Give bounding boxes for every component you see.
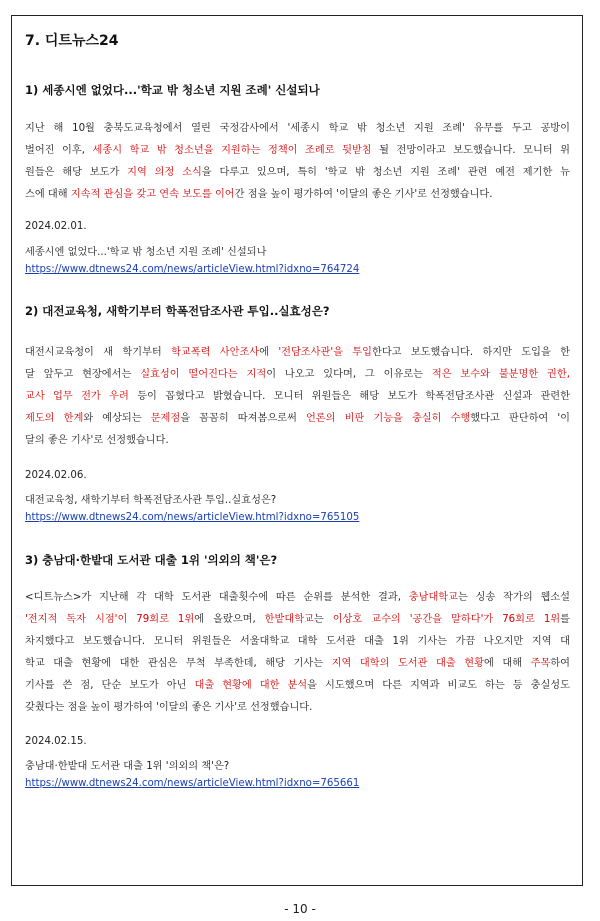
body-text: 기사를 쓴 점, 단순 보도가 아닌 [25, 680, 195, 691]
highlighted-text: 세종시 학교 밖 청소년을 지원하는 정책이 조례로 뒷받침 [92, 145, 372, 156]
article-heading: 3) 충남대·한밭대 도서관 대출 1위 '의외의 책'은? [25, 553, 278, 567]
body-line [25, 609, 570, 631]
body-text: 이 나오고 있다며, 그 이유로는 [266, 369, 432, 380]
body-text: 는 싱송 작가의 웹소설 [458, 592, 570, 603]
body-text: <디트뉴스>가 지난해 각 대학 도서관 대출횟수에 따른 순위를 분석한 결과, [25, 592, 409, 603]
body-line [25, 162, 570, 184]
body-text: 하여 [550, 658, 571, 669]
highlighted-text: 이상호 교수의 '공간을 말하다'가 76회로 1위 [332, 614, 561, 625]
body-text: 될 전망이라고 보도했습니다. 모니터 위 [371, 145, 571, 156]
highlighted-text: 학교폭력 사안조사 [171, 347, 260, 358]
body-line [25, 408, 570, 430]
body-line [25, 430, 570, 452]
body-text: 했다고 판단하여 '이 [470, 413, 571, 424]
article-date: 2024.02.01. [25, 221, 87, 232]
body-text: 달의 좋은 기사'로 선정했습니다. [25, 435, 169, 446]
article-body [25, 342, 570, 452]
body-line [25, 184, 570, 206]
article-date: 2024.02.06. [25, 470, 87, 481]
highlighted-text: '전담조사관'을 투입 [278, 347, 372, 358]
highlighted-text: 지역 대학의 도서관 대출 현황 [331, 658, 484, 669]
article-link[interactable]: https://www.dtnews24.com/news/articleView.html?idxno=764724 [25, 264, 360, 275]
article-link[interactable]: https://www.dtnews24.com/news/articleView.html?idxno=765661 [25, 778, 360, 789]
highlighted-text: 충남대학교 [408, 592, 458, 603]
highlighted-text: 한밭대학교 [264, 614, 314, 625]
body-text: 학교 대출 현황에 대한 관심은 무척 부족한데, 해당 기사는 [25, 658, 332, 669]
highlighted-text: 교사 업무 전가 우려 [25, 391, 129, 402]
body-line [25, 697, 570, 719]
highlighted-text: 실효성이 떨어진다는 지적 [140, 369, 267, 380]
body-text: 을 시도했으며 다른 지역과 비교도 하는 등 충실성도 [307, 680, 570, 691]
highlighted-text: 지속적 관심을 갖고 연속 보도를 이어 [70, 189, 235, 200]
section-title: 7. 디트뉴스24 [25, 33, 119, 49]
body-text: 는 [313, 614, 333, 625]
body-line [25, 364, 570, 386]
article-heading: 1) 세종시엔 없었다...'학교 밖 청소년 지원 조례' 신설되나 [25, 83, 320, 97]
article-ref-title: 대전교육청, 새학기부터 학폭전담조사관 투입..실효성은? [25, 495, 277, 506]
article-date: 2024.02.15. [25, 736, 87, 747]
body-text: 갖췄다는 점을 높이 평가하여 '이달의 좋은 기사'로 선정했습니다. [25, 702, 313, 713]
body-text: 에 [259, 347, 279, 358]
page-number: - 10 - [284, 902, 316, 916]
article-ref-title: 세종시엔 없었다...'학교 밖 청소년 지원 조례' 신설되나 [25, 247, 267, 258]
highlighted-text: 제도의 한계 [25, 413, 84, 424]
body-line [25, 675, 570, 697]
body-text: 에 올랐으며, [194, 614, 265, 625]
body-text: 원들은 해당 보도가 [25, 167, 128, 178]
highlighted-text: 대출 현황에 대한 분석 [194, 680, 308, 691]
body-line [25, 118, 570, 140]
body-text: 을 다루고 있으며, 특히 '학교 밖 청소년 지원 조례' 관련 예전 제기한 뉴 [201, 167, 570, 178]
body-text: 벌어진 이후, [25, 145, 93, 156]
body-line [25, 587, 570, 609]
body-text: 와 예상되는 [83, 413, 151, 424]
body-text: 달 앞두고 현장에서는 [25, 369, 141, 380]
article-body [25, 587, 570, 719]
body-text: 차지했다고 보도했습니다. 모니터 위원들은 서울대학교 대학 도서관 대출 1위 기사는 가끔 나오지만 지역 대 [25, 636, 570, 647]
highlighted-text: 문제점 [150, 413, 181, 424]
body-text: 등이 꼽혔다고 밝혔습니다. 모니터 위원들은 해당 보도가 학폭전담조사관 신설과 관련한 [128, 391, 570, 402]
highlighted-text: 지역 의정 소식 [127, 167, 202, 178]
highlighted-text: 적은 보수와 불분명한 권한, [431, 369, 570, 380]
body-line [25, 386, 570, 408]
body-line [25, 653, 570, 675]
highlighted-text: 주목 [530, 658, 551, 669]
highlighted-text: 언론의 비판 기능을 충실히 수행 [305, 413, 471, 424]
article-ref-title: 충남대·한밭대 도서관 대출 1위 '의외의 책'은? [25, 761, 230, 772]
body-text: 를 [560, 614, 570, 625]
body-text: 스에 대해 [25, 189, 71, 200]
body-line [25, 140, 570, 162]
article-link[interactable]: https://www.dtnews24.com/news/articleView.html?idxno=765105 [25, 512, 360, 523]
body-text: 에 대해 [483, 658, 531, 669]
article-heading: 2) 대전교육청, 새학기부터 학폭전담조사관 투입..실효성은? [25, 304, 330, 318]
article-body [25, 118, 570, 206]
body-text: 대전시교육청이 새 학기부터 [25, 347, 172, 358]
body-text: 지난 해 10월 충북도교육청에서 열린 국정감사에서 '세종시 학교 밖 청소년 지원 조례' 유무를 두고 공방이 [25, 123, 570, 134]
body-line [25, 631, 570, 653]
highlighted-text: '전지적 독자 시점'이 79회로 1위 [25, 614, 195, 625]
body-line [25, 342, 570, 364]
body-text: 간 점을 높이 평가하여 '이달의 좋은 기사'로 선정했습니다. [234, 189, 493, 200]
body-text: 한다고 보도했습니다. 하지만 도입을 한 [371, 347, 570, 358]
body-text: 을 꼼꼼히 따져봄으로써 [180, 413, 306, 424]
